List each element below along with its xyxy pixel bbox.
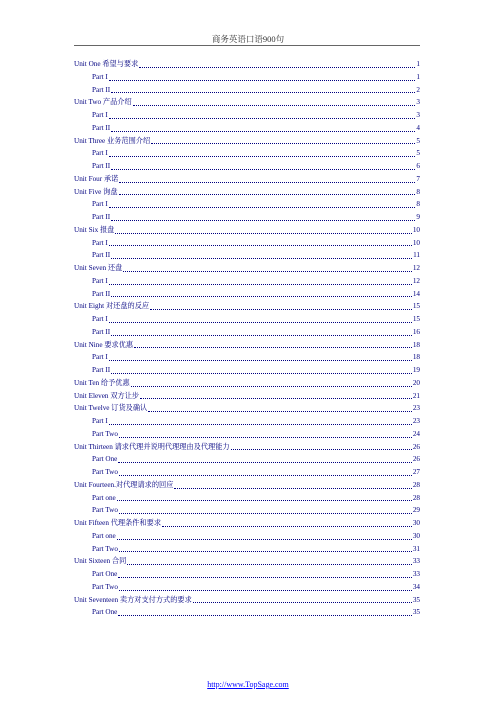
toc-dot-leader	[109, 206, 416, 208]
toc-page-number: 27	[412, 468, 420, 476]
toc-entry-label: Unit Fourteen.对代理请求的回应	[74, 480, 174, 489]
toc-entry-label: Part One	[92, 455, 118, 464]
toc-page-number: 5	[416, 136, 420, 145]
toc-entry-label: Part II	[92, 123, 111, 132]
toc-entry-label: Part II	[92, 85, 111, 94]
toc-entry[interactable]	[74, 479, 420, 492]
toc-page-number: 12	[412, 264, 420, 272]
toc-subentry[interactable]	[74, 211, 420, 224]
toc-subentry[interactable]	[74, 568, 420, 581]
toc-dot-leader	[119, 589, 412, 591]
toc-dot-leader	[109, 244, 412, 246]
toc-page-number: 28	[412, 480, 420, 489]
toc-entry-label: Unit Two 产品介绍	[74, 98, 132, 107]
toc-dot-leader	[119, 181, 415, 183]
toc-entry-label: Part I	[92, 315, 108, 323]
toc-subentry[interactable]	[74, 288, 420, 301]
toc-page-number: 9	[416, 213, 420, 221]
toc-dot-leader	[118, 614, 411, 616]
toc-entry-label: Unit Six 报盘	[74, 225, 115, 234]
toc-entry-label: Part II	[92, 162, 111, 170]
toc-dot-leader	[123, 270, 412, 272]
toc-dot-leader	[115, 232, 411, 234]
toc-dot-leader	[119, 474, 412, 476]
toc-subentry[interactable]	[74, 543, 420, 556]
toc-page-number: 14	[412, 289, 420, 298]
toc-dot-leader	[119, 550, 412, 552]
toc-dot-leader	[109, 117, 416, 119]
toc-entry-label: Part Two	[92, 429, 118, 438]
toc-entry[interactable]	[74, 377, 420, 390]
toc-dot-leader	[111, 257, 412, 259]
toc-subentry[interactable]	[74, 504, 420, 517]
toc-entry[interactable]	[74, 58, 420, 71]
toc-entry[interactable]	[74, 135, 420, 148]
toc-subentry[interactable]	[74, 530, 420, 543]
toc-page-number: 1	[416, 60, 420, 68]
toc-dot-leader	[111, 372, 412, 374]
toc-dot-leader	[193, 601, 412, 603]
toc-subentry[interactable]	[74, 581, 420, 594]
toc-entry[interactable]	[74, 555, 420, 568]
toc-entry-label: Unit Nine 要求优惠	[74, 340, 134, 349]
toc-dot-leader	[119, 193, 416, 195]
toc-entry-label: Unit One 希望与要求	[74, 60, 139, 68]
toc-page-number: 16	[412, 327, 420, 336]
toc-entry[interactable]	[74, 224, 420, 237]
toc-subentry[interactable]	[74, 160, 420, 173]
toc-dot-leader	[148, 410, 412, 412]
toc-page-number: 1	[416, 72, 420, 81]
toc-entry[interactable]	[74, 390, 420, 403]
toc-entry-label: Unit Five 询盘	[74, 187, 118, 196]
toc-page-number: 35	[412, 608, 420, 617]
toc-dot-leader	[111, 219, 415, 221]
toc-page-number: 7	[416, 174, 420, 183]
toc-entry[interactable]	[74, 339, 420, 352]
toc-dot-leader	[118, 576, 411, 578]
toc-page-number: 8	[416, 187, 420, 196]
toc-entry-label: Part I	[92, 200, 108, 209]
toc-entry[interactable]	[74, 517, 420, 530]
toc-page-number: 5	[416, 149, 420, 158]
toc-entry-label: Unit Four 承诺	[74, 174, 119, 183]
toc-page-number: 3	[416, 98, 420, 107]
toc-subentry[interactable]	[74, 466, 420, 479]
toc-page-number: 4	[416, 123, 420, 132]
toc-entry-label: Part I	[92, 111, 108, 119]
toc-subentry[interactable]	[74, 326, 420, 339]
toc-subentry[interactable]	[74, 364, 420, 377]
toc-entry-label: Part II	[92, 289, 111, 298]
toc-page-number: 33	[412, 570, 420, 578]
toc-subentry[interactable]	[74, 122, 420, 135]
page-footer	[0, 680, 496, 689]
toc-entry[interactable]	[74, 594, 420, 607]
toc-entry[interactable]	[74, 441, 420, 454]
toc-entry[interactable]	[74, 173, 420, 186]
toc-entry-label: Part one	[92, 493, 116, 502]
toc-entry-label: Part II	[92, 366, 111, 374]
toc-dot-leader	[109, 321, 412, 323]
page-header: 商务英语口语900句	[211, 34, 285, 44]
toc-dot-leader	[109, 79, 416, 81]
toc-entry-label: Part I	[92, 353, 108, 362]
toc-dot-leader	[111, 295, 412, 297]
toc-entry-label: Part I	[92, 72, 108, 81]
toc-page-number: 30	[412, 519, 420, 527]
toc-dot-leader	[111, 334, 412, 336]
toc-page-number: 28	[412, 493, 420, 502]
toc-dot-leader	[134, 346, 412, 348]
toc-dot-leader	[109, 359, 412, 361]
header-divider	[74, 45, 420, 46]
toc-page-number: 6	[416, 162, 420, 170]
toc-dot-leader	[127, 563, 412, 565]
toc-entry-label: Part Two	[92, 506, 118, 515]
toc-entry[interactable]	[74, 300, 420, 313]
toc-page-number: 20	[412, 378, 420, 387]
toc-dot-leader	[109, 283, 412, 285]
toc-page-number: 19	[412, 366, 420, 374]
toc-page-number: 26	[412, 455, 420, 464]
toc-dot-leader	[117, 499, 412, 501]
toc-subentry[interactable]	[74, 428, 420, 441]
toc-page-number: 12	[412, 276, 420, 285]
toc-entry[interactable]	[74, 96, 420, 109]
toc-page-number: 8	[416, 200, 420, 209]
toc-subentry[interactable]	[74, 492, 420, 505]
toc-dot-leader	[117, 538, 412, 540]
toc-entry-label: Part Two	[92, 582, 118, 591]
toc-entry-label: Unit Thirteen 请求代理并说明代理理由及代理能力	[74, 442, 230, 451]
toc-page-number: 15	[412, 315, 420, 323]
toc-subentry[interactable]	[74, 147, 420, 160]
toc-subentry[interactable]	[74, 249, 420, 262]
toc-dot-leader	[139, 66, 415, 68]
toc-entry-label: Part One	[92, 570, 118, 578]
toc-page-number: 3	[416, 111, 420, 119]
toc-entry-label: Unit Twelve 订货及确认	[74, 404, 148, 413]
toc-dot-leader	[151, 142, 415, 144]
toc-page-number: 18	[412, 340, 420, 349]
toc-page-number: 31	[412, 544, 420, 553]
toc-dot-leader	[231, 448, 412, 450]
toc-subentry[interactable]	[74, 198, 420, 211]
toc-page-number: 26	[412, 442, 420, 451]
toc-entry-label: Part I	[92, 238, 108, 247]
toc-entry-label: Part I	[92, 149, 108, 158]
toc-entry[interactable]	[74, 262, 420, 275]
toc-dot-leader	[174, 487, 411, 489]
toc-entry-label: Unit Fifteen 代理条件和要求	[74, 519, 162, 527]
toc-entry-label: Unit Seventeen 卖方对支付方式的要求	[74, 595, 192, 604]
toc-page-number: 18	[412, 353, 420, 362]
toc-entry-label: Unit Three 业务范围介绍	[74, 136, 151, 145]
toc-entry-label: Unit Sixteen 合同	[74, 557, 127, 566]
toc-dot-leader	[131, 385, 412, 387]
toc-entry-label: Part Two	[92, 468, 118, 476]
toc-entry-label: Part One	[92, 608, 118, 617]
toc-entry[interactable]	[74, 402, 420, 415]
toc-entry-label: Part Two	[92, 544, 118, 553]
toc-subentry[interactable]	[74, 351, 420, 364]
toc-page-number: 23	[412, 404, 420, 413]
toc-page-number: 23	[412, 417, 420, 425]
toc-entry-label: Part II	[92, 213, 111, 221]
toc-dot-leader	[133, 104, 416, 106]
toc-dot-leader	[140, 397, 412, 399]
toc-entry-label: Part II	[92, 327, 111, 336]
toc-entry-label: Unit Ten 给予优惠	[74, 378, 130, 387]
toc-dot-leader	[111, 168, 415, 170]
toc-dot-leader	[118, 461, 411, 463]
toc-page-number: 33	[412, 557, 420, 566]
toc-entry[interactable]	[74, 186, 420, 199]
toc-dot-leader	[111, 91, 415, 93]
toc-subentry[interactable]	[74, 84, 420, 97]
toc-subentry[interactable]	[74, 237, 420, 250]
toc-subentry[interactable]	[74, 275, 420, 288]
toc-page-number: 35	[412, 595, 420, 604]
toc-dot-leader	[109, 423, 412, 425]
toc-entry-label: Part I	[92, 417, 108, 425]
toc-page-number: 10	[412, 225, 420, 234]
toc-dot-leader	[119, 436, 412, 438]
toc-entry-label: Unit Seven 还盘	[74, 264, 123, 272]
footer-link[interactable]: http://www.TopSage.com	[207, 680, 289, 689]
toc-subentry[interactable]	[74, 71, 420, 84]
toc-dot-leader	[150, 308, 412, 310]
toc-page-number: 2	[416, 85, 420, 94]
toc-page-number: 30	[412, 531, 420, 540]
toc-entry-label: Part II	[92, 251, 111, 260]
toc-subentry[interactable]	[74, 606, 420, 619]
toc-subentry[interactable]	[74, 415, 420, 428]
toc-entry-label: Part I	[92, 276, 108, 285]
toc-page-number: 29	[412, 506, 420, 515]
toc-dot-leader	[111, 130, 415, 132]
toc-page-number: 15	[412, 302, 420, 311]
toc-entry-label: Part one	[92, 531, 116, 540]
toc-page-number: 24	[412, 429, 420, 438]
toc-page-number: 11	[413, 251, 420, 260]
toc-page-number: 21	[412, 391, 420, 400]
toc-entry-label: Unit Eight 对还盘的反应	[74, 302, 150, 311]
toc-subentry[interactable]	[74, 453, 420, 466]
toc-page-number: 34	[412, 582, 420, 591]
toc-entry-label: Unit Eleven 双方让步	[74, 391, 140, 400]
toc-dot-leader	[109, 155, 416, 157]
toc-dot-leader	[162, 525, 412, 527]
toc-dot-leader	[119, 512, 412, 514]
toc-subentry[interactable]	[74, 109, 420, 122]
toc-subentry[interactable]	[74, 313, 420, 326]
table-of-contents	[74, 58, 420, 619]
toc-page-number: 10	[412, 238, 420, 247]
